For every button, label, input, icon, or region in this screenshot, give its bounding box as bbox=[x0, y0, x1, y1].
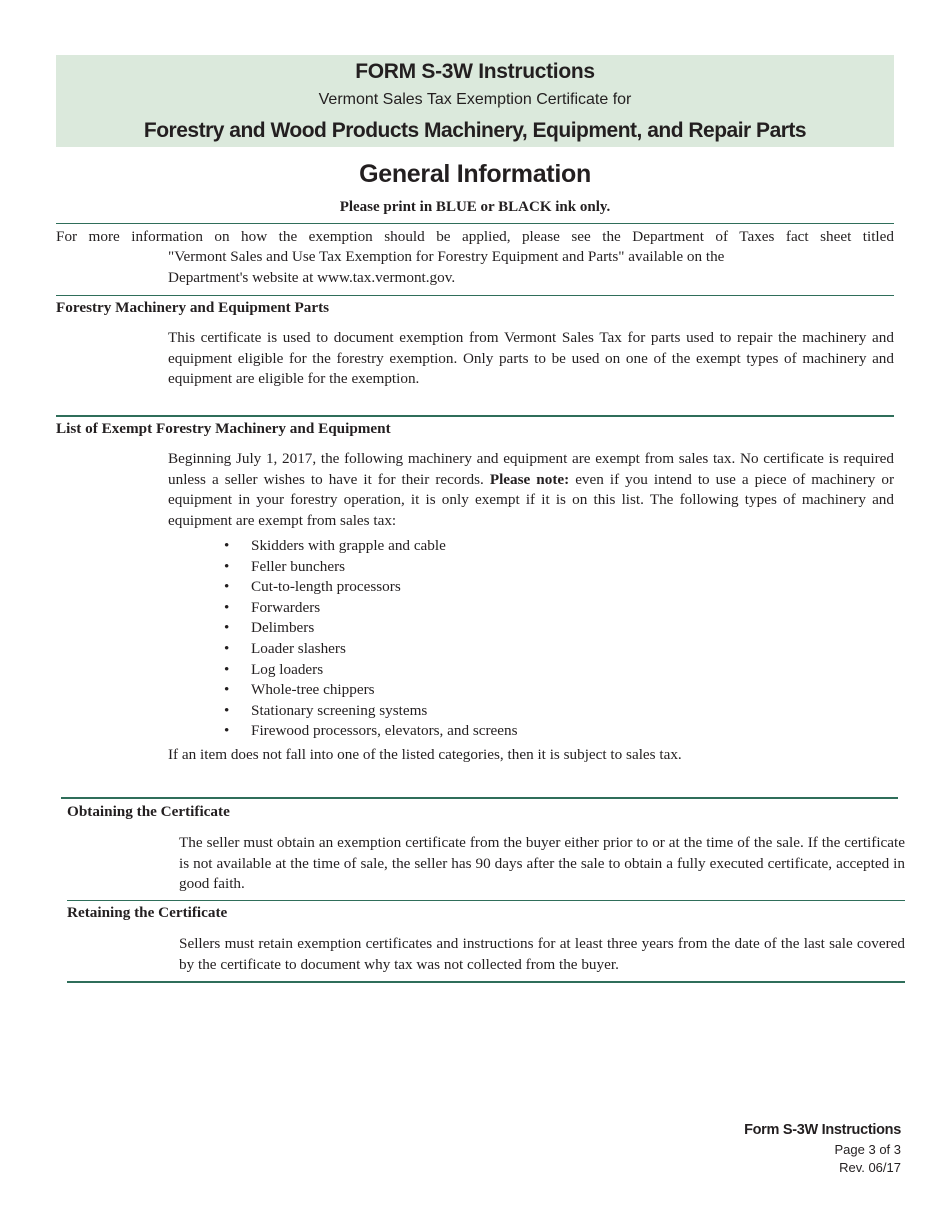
section-heading-list: List of Exempt Forestry Machinery and Equipment bbox=[56, 420, 391, 437]
section-heading-obtaining: Obtaining the Certificate bbox=[67, 803, 230, 820]
intro-line-1: For more information on how the exemption should be applied, please see the Department of Taxes fact sheet titled bbox=[56, 228, 894, 245]
form-main-title: Forestry and Wood Products Machinery, Equipment, and Repair Parts bbox=[143, 119, 807, 142]
divider bbox=[56, 295, 894, 296]
intro-line-3: Department's website at www.tax.vermont.gov. bbox=[168, 269, 456, 286]
general-information-title: General Information bbox=[359, 160, 591, 188]
section-body-list bbox=[168, 449, 894, 531]
list-intro-text-continued: even if you intend to use a piece of machinery or equipment in your forestry operation, it is only exempt if it is on this list. The following types of machinery and equipment are exempt from sales tax: bbox=[168, 470, 895, 529]
section-heading-retaining: Retaining the Certificate bbox=[67, 904, 228, 921]
section-heading-parts: Forestry Machinery and Equipment Parts bbox=[56, 299, 330, 316]
divider bbox=[61, 797, 898, 799]
list-item bbox=[224, 598, 518, 619]
footer-page-number: Page 3 of 3 bbox=[834, 1142, 901, 1157]
header-band bbox=[56, 55, 894, 147]
bullet-icon: • bbox=[224, 537, 230, 554]
ink-note: Please print in BLUE or BLACK ink only. bbox=[339, 199, 611, 215]
bullet-icon: • bbox=[224, 660, 230, 678]
list-item bbox=[224, 701, 518, 722]
list-item bbox=[224, 660, 518, 681]
list-item bbox=[224, 557, 518, 578]
exempt-equipment-list bbox=[224, 536, 518, 742]
bullet-icon: • bbox=[224, 639, 230, 657]
bullet-icon: • bbox=[224, 619, 230, 637]
list-item-label: Loader slashers bbox=[251, 639, 346, 657]
list-item bbox=[224, 639, 518, 660]
list-item-label: Skidders with grapple and cable bbox=[251, 537, 446, 554]
list-item-label: Forwarders bbox=[251, 598, 321, 616]
list-item-label: Stationary screening systems bbox=[251, 701, 428, 719]
form-subtitle: Vermont Sales Tax Exemption Certificate for bbox=[318, 91, 632, 108]
divider bbox=[56, 415, 894, 417]
section-body-parts: This certificate is used to document exemption from Vermont Sales Tax for parts used to repair the machinery and equipment eligible for the forestry exemption. Only parts to be used on one of the exempt types of machinery and equipment are eligible for the exemption. bbox=[168, 329, 894, 388]
divider bbox=[67, 900, 905, 901]
section-body-retaining: Sellers must retain exemption certificates and instructions for at least three years from the date of the last sale covered by the certificate to document why tax was not collected from the buyer. bbox=[179, 935, 905, 973]
list-item bbox=[224, 721, 518, 742]
list-item bbox=[224, 680, 518, 701]
divider bbox=[67, 981, 905, 983]
list-item-label: Firewood processors, elevators, and screens bbox=[251, 722, 518, 740]
list-item-label: Whole-tree chippers bbox=[251, 681, 375, 699]
list-closing: If an item does not fall into one of the listed categories, then it is subject to sales tax. bbox=[168, 746, 682, 763]
list-item bbox=[224, 577, 518, 598]
footer-revision: Rev. 06/17 bbox=[839, 1160, 901, 1175]
list-item-label: Feller bunchers bbox=[251, 557, 346, 575]
list-item bbox=[224, 618, 518, 639]
bullet-icon: • bbox=[224, 722, 230, 740]
list-item-label: Delimbers bbox=[251, 619, 315, 637]
list-item-label: Log loaders bbox=[251, 660, 324, 678]
bullet-icon: • bbox=[224, 701, 230, 719]
bullet-icon: • bbox=[224, 681, 230, 699]
divider bbox=[56, 223, 894, 224]
list-intro-text: Beginning July 1, 2017, the following machinery and equipment are exempt from sales tax. No certificate is required unless a seller wishes to have it for their records. bbox=[168, 450, 894, 488]
bullet-icon: • bbox=[224, 578, 230, 596]
list-item-label: Cut-to-length processors bbox=[251, 578, 401, 596]
intro-line-2: "Vermont Sales and Use Tax Exemption for Forestry Equipment and Parts" available on the bbox=[168, 248, 725, 265]
please-note-label: Please note: bbox=[489, 470, 570, 488]
bullet-icon: • bbox=[224, 598, 230, 616]
list-item bbox=[224, 536, 518, 557]
footer-form-title: Form S-3W Instructions bbox=[744, 1122, 901, 1138]
form-title: FORM S-3W Instructions bbox=[355, 60, 595, 83]
section-body-obtaining: The seller must obtain an exemption certificate from the buyer either prior to or at the time of the sale. If the certificate is not available at the time of sale, the seller has 90 days after the sale to obtain a fully executed certificate, accepted in good faith. bbox=[179, 834, 905, 893]
bullet-icon: • bbox=[224, 557, 230, 575]
